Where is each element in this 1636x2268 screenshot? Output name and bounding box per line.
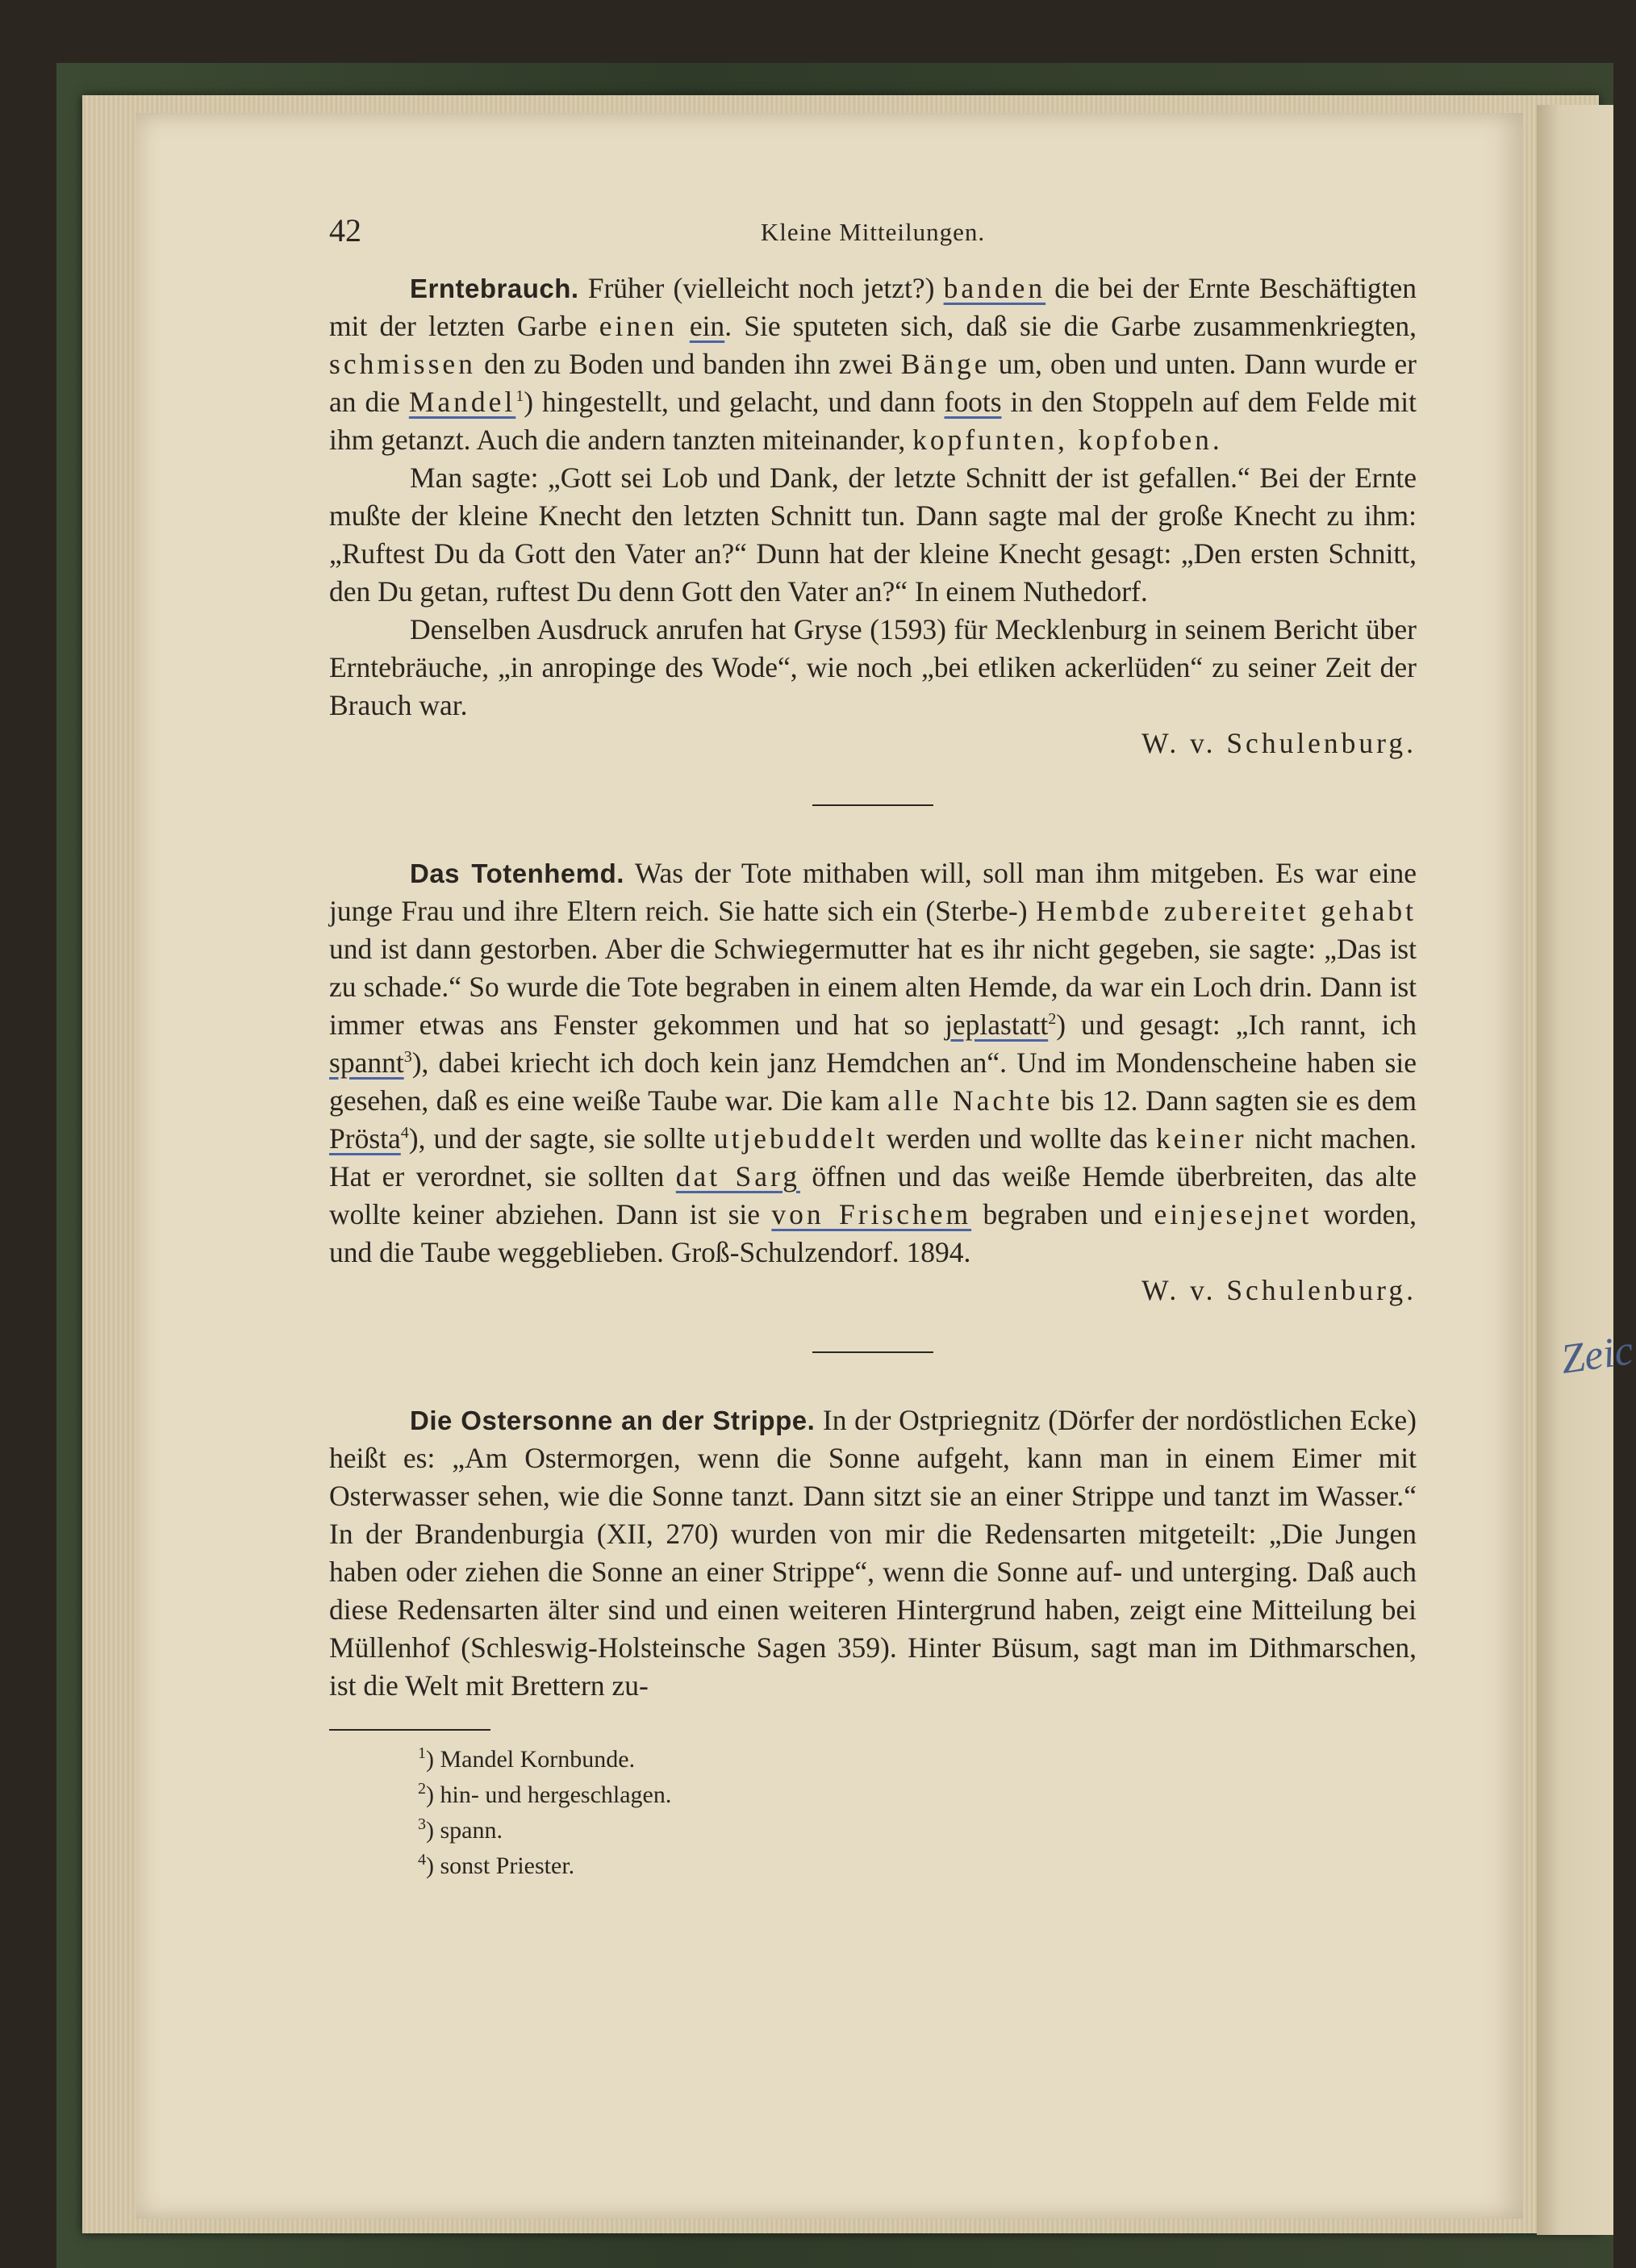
running-title: Kleine Mitteilungen. [760, 218, 986, 246]
text-run: und ist dann gestorben. Aber die Schwiegermutter hat es ihr nicht gegeben, sie sagte: „Das ist zu schade.“ So wurde die Tote begraben in einem alten Hemde, da war ein Loch drin. Dann ist immer etwas ans Fenster gekommen und hat so [329, 933, 1417, 1041]
paragraph [329, 269, 1417, 459]
footnote-ref: 3 [403, 1048, 412, 1067]
emphasis: einen [599, 310, 678, 342]
section-divider [812, 1351, 933, 1353]
article-ostersonne [329, 1401, 1417, 1705]
text-run: den zu Boden und banden ihn zwei [475, 348, 901, 380]
emphasis: Prösta [329, 1122, 401, 1155]
text-run: begraben und [971, 1198, 1154, 1230]
footnote-text: ) hin- und hergeschlagen. [426, 1781, 672, 1808]
footnote [418, 1742, 1417, 1777]
emphasis: utjebuddelt [713, 1122, 879, 1155]
footnote-ref: 4 [400, 1124, 409, 1142]
emphasis: schmissen [329, 348, 476, 380]
text-run: ), dabei kriecht ich doch kein janz Hemdchen an“. Und im Mondenscheine haben sie gesehen, daß es eine weiße Taube war. Die kam [329, 1046, 1417, 1117]
emphasis: kopfunten, kopfoben [912, 424, 1212, 456]
footnote-number: 1 [418, 1744, 426, 1762]
text-run: um, oben und unten. Dann wurde er an die [329, 348, 1417, 418]
footnote-text: ) Mandel Kornbunde. [426, 1746, 636, 1773]
emphasis: spannt [329, 1046, 404, 1079]
footnote-number: 2 [418, 1780, 426, 1798]
page-header [329, 211, 1417, 269]
footnote [418, 1813, 1417, 1848]
article-erntebrauch [329, 269, 1417, 762]
footnote-divider [329, 1729, 490, 1731]
emphasis: Mandel [408, 386, 516, 418]
paragraph [329, 854, 1417, 1309]
section-divider [812, 804, 933, 806]
text-run: Was der Tote mithaben will, soll man ihm mitgeben. Es war eine junge Frau und ihre Eltern reich. Sie hatte sich ein (Sterbe-) [329, 857, 1417, 927]
page-number: 42 [329, 212, 361, 249]
article-title: Erntebrauch. [410, 274, 579, 303]
paragraph: Man sagte: „Gott sei Lob und Dank, der letzte Schnitt der ist gefallen.“ Bei der Ernte mußte der kleine Knecht den letzten Schnitt tun. Dann sagte mal der große Knecht zu ihm: „Ruftest Du da Gott den Vater an?“ Dunn hat der kleine Knecht gesagt: „Den ersten Schnitt, den Du getan, ruftest Du denn Gott den Vater an?“ In einem Nuthedorf. [329, 462, 1417, 608]
text-run: öffnen und das weiße Hemde überbreiten, das alte wollte keiner abziehen. Dann ist sie [329, 1160, 1417, 1230]
text-run: Früher (vielleicht noch jetzt?) [587, 272, 944, 304]
article-totenhemd [329, 854, 1417, 1309]
emphasis: alle Nachte [887, 1084, 1054, 1117]
text-run: Denselben Ausdruck anrufen hat Gryse (1593) für Mecklenburg in seinem Bericht über Erntebräuche, „in anropinge des Wode“, wie noch „bei etliken ackerlüden“ zu seiner Zeit der Brauch war. [329, 613, 1417, 721]
footnote-ref: 1 [515, 387, 524, 406]
emphasis: dat Sarg [675, 1160, 800, 1192]
text-run: werden und wollte das [878, 1122, 1156, 1155]
article-title: Die Ostersonne an der Strippe. [410, 1405, 816, 1435]
emphasis: banden [943, 272, 1046, 304]
facing-page-edge [1537, 105, 1613, 2235]
paragraph [329, 611, 1417, 762]
text-run [678, 310, 690, 342]
emphasis: jeplastatt [945, 1009, 1049, 1041]
text-run: ) und gesagt: „Ich rannt, ich [1056, 1009, 1417, 1041]
footnote-ref: 2 [1048, 1010, 1057, 1029]
text-run: ), und der sagte, sie sollte [408, 1122, 714, 1155]
signature: W. v. Schulenburg. [1141, 1274, 1417, 1306]
emphasis: einjesejnet [1154, 1198, 1313, 1230]
text-run: . Sie sputeten sich, daß sie die Garbe zusammenkriegten, [724, 310, 1417, 342]
text-run: bis 12. Dann sagten sie es dem [1053, 1084, 1417, 1117]
text-run: nicht machen. Hat er verordnet, sie sollten [329, 1122, 1417, 1192]
article-title: Das Totenhemd. [410, 858, 624, 888]
text-run: in den Stoppeln auf dem Felde mit ihm getanzt. Auch die andern tanzten miteinander, [329, 386, 1417, 456]
emphasis: von Frischem [771, 1198, 972, 1230]
paragraph [329, 1401, 1417, 1705]
emphasis: Bänge [900, 348, 991, 380]
footnote [418, 1848, 1417, 1884]
footnote-number: 3 [418, 1815, 426, 1833]
text-run: ) hingestellt, und gelacht, und dann [524, 386, 945, 418]
text-run: die bei der Ernte Beschäftigten mit der letzten Garbe [329, 272, 1417, 342]
page-text [329, 211, 1417, 1884]
text-run: worden, und die Taube weggeblieben. Groß-Schulzendorf. 1894. [329, 1198, 1417, 1268]
text-run: In der Ostpriegnitz (Dörfer der nordöstlichen Ecke) heißt es: „Am Ostermorgen, wenn die Sonne aufgeht, kann man in einem Eimer mit Osterwasser sehen, wie die Sonne tanzt. Dann sitzt sie an einer Strippe und tanzt im Wasser.“ In der Brandenburgia (XII, 270) wurden von mir die Redensarten mitgeteilt: „Die Jungen haben oder ziehen die Sonne an einer Strippe“, wenn die Sonne auf- und unterging. Daß auch diese Redensarten älter sind und einen weiteren Hintergrund haben, zeigt eine Mitteilung bei Müllenhof (Schleswig-Holsteinsche Sagen 359). Hinter Büsum, sagt man im Dithmarschen, ist die Welt mit Brettern zu- [329, 1404, 1417, 1702]
handwritten-margin-note: Zeic [1558, 1327, 1636, 1383]
emphasis: foots [944, 386, 1002, 418]
emphasis: Hembde zubereitet gehabt [1036, 895, 1417, 927]
footnotes [329, 1742, 1417, 1884]
text-run: . [1212, 424, 1220, 456]
emphasis: ein [689, 310, 725, 342]
emphasis: keiner [1155, 1122, 1247, 1155]
footnote-text: ) spann. [426, 1817, 503, 1844]
footnote-number: 4 [418, 1851, 426, 1869]
footnote [418, 1777, 1417, 1813]
footnote-text: ) sonst Priester. [426, 1852, 575, 1879]
signature: W. v. Schulenburg. [1141, 727, 1417, 759]
